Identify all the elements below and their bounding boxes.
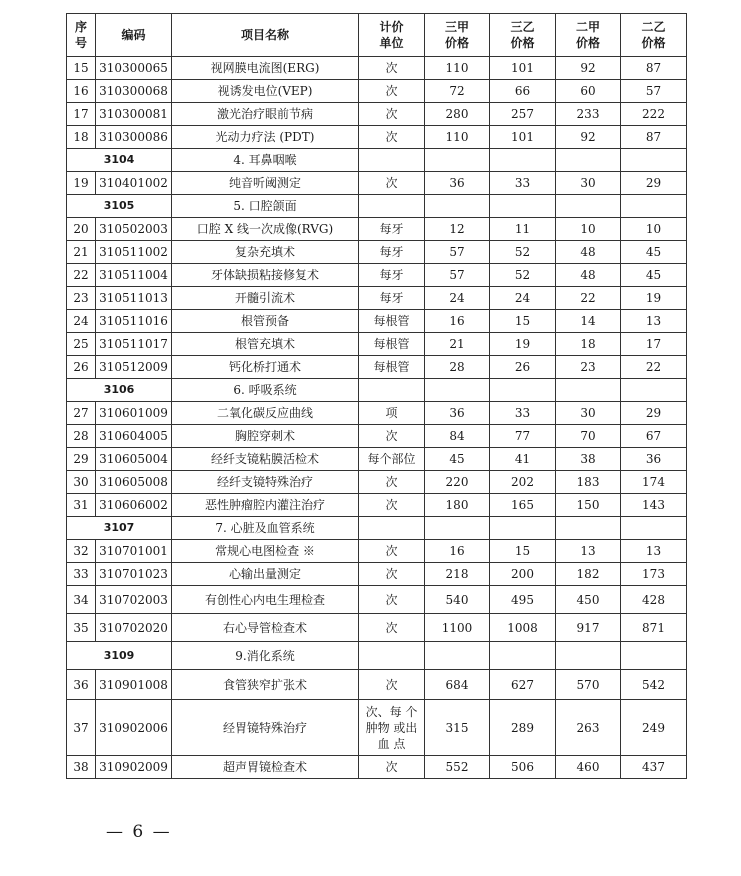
cell-seq: 36 <box>67 670 96 700</box>
cell-price-2b: 19 <box>621 287 687 310</box>
cell-price-2b: 871 <box>621 614 687 642</box>
table-row <box>67 425 687 448</box>
cell-price-2a: 460 <box>556 756 621 779</box>
cell-name: 超声胃镜检查术 <box>172 756 359 779</box>
cell-price-3a: 16 <box>425 540 490 563</box>
section-row <box>67 379 687 402</box>
cell-name: 根管充填术 <box>172 333 359 356</box>
cell-name: 心输出量测定 <box>172 563 359 586</box>
section-code: 3105 <box>67 195 172 218</box>
cell-unit: 每根管 <box>359 310 425 333</box>
cell-price-3a: 57 <box>425 241 490 264</box>
cell-seq: 31 <box>67 494 96 517</box>
cell-price-2a: 917 <box>556 614 621 642</box>
empty-cell <box>621 517 687 540</box>
table-row <box>67 57 687 80</box>
cell-name: 复杂充填术 <box>172 241 359 264</box>
cell-price-3a: 84 <box>425 425 490 448</box>
cell-name: 经纤支镜粘膜活检术 <box>172 448 359 471</box>
table-row <box>67 80 687 103</box>
table-row <box>67 356 687 379</box>
header-price-2a: 二甲 价格 <box>556 14 621 57</box>
table-row <box>67 218 687 241</box>
cell-unit: 每根管 <box>359 356 425 379</box>
cell-unit: 次 <box>359 471 425 494</box>
cell-price-2a: 150 <box>556 494 621 517</box>
cell-price-3b: 289 <box>490 700 556 756</box>
cell-price-2a: 450 <box>556 586 621 614</box>
cell-code: 310701001 <box>96 540 172 563</box>
cell-name: 牙体缺损粘接修复术 <box>172 264 359 287</box>
cell-seq: 29 <box>67 448 96 471</box>
cell-price-2b: 13 <box>621 540 687 563</box>
cell-seq: 35 <box>67 614 96 642</box>
empty-cell <box>556 149 621 172</box>
cell-price-3a: 1100 <box>425 614 490 642</box>
cell-price-2b: 29 <box>621 172 687 195</box>
empty-cell <box>621 149 687 172</box>
empty-cell <box>490 379 556 402</box>
empty-cell <box>490 642 556 670</box>
table-row <box>67 310 687 333</box>
cell-price-3a: 24 <box>425 287 490 310</box>
cell-seq: 18 <box>67 126 96 149</box>
cell-unit: 次 <box>359 126 425 149</box>
cell-price-2b: 143 <box>621 494 687 517</box>
cell-price-2b: 10 <box>621 218 687 241</box>
cell-price-2b: 67 <box>621 425 687 448</box>
cell-code: 310511013 <box>96 287 172 310</box>
empty-cell <box>359 642 425 670</box>
cell-price-3a: 57 <box>425 264 490 287</box>
table-row <box>67 471 687 494</box>
cell-unit: 次 <box>359 425 425 448</box>
cell-name: 钙化桥打通术 <box>172 356 359 379</box>
cell-price-3a: 220 <box>425 471 490 494</box>
cell-seq: 30 <box>67 471 96 494</box>
table-row <box>67 756 687 779</box>
cell-name: 右心导管检查术 <box>172 614 359 642</box>
empty-cell <box>425 517 490 540</box>
cell-price-2a: 22 <box>556 287 621 310</box>
cell-price-3b: 41 <box>490 448 556 471</box>
cell-price-3a: 36 <box>425 402 490 425</box>
header-row <box>67 14 687 57</box>
cell-seq: 17 <box>67 103 96 126</box>
cell-seq: 23 <box>67 287 96 310</box>
cell-price-3b: 33 <box>490 402 556 425</box>
section-code: 3104 <box>67 149 172 172</box>
cell-code: 310300065 <box>96 57 172 80</box>
cell-unit: 次 <box>359 103 425 126</box>
cell-price-3a: 218 <box>425 563 490 586</box>
cell-code: 310502003 <box>96 218 172 241</box>
cell-name: 激光治疗眼前节病 <box>172 103 359 126</box>
cell-price-3b: 77 <box>490 425 556 448</box>
cell-seq: 38 <box>67 756 96 779</box>
cell-price-2a: 183 <box>556 471 621 494</box>
empty-cell <box>359 379 425 402</box>
cell-price-2b: 45 <box>621 264 687 287</box>
cell-price-2a: 48 <box>556 241 621 264</box>
cell-unit: 每牙 <box>359 218 425 241</box>
cell-price-3b: 495 <box>490 586 556 614</box>
cell-name: 视诱发电位(VEP) <box>172 80 359 103</box>
cell-price-3b: 202 <box>490 471 556 494</box>
cell-price-2a: 570 <box>556 670 621 700</box>
cell-unit: 次 <box>359 670 425 700</box>
cell-price-3a: 684 <box>425 670 490 700</box>
table-row <box>67 103 687 126</box>
cell-code: 310511017 <box>96 333 172 356</box>
cell-price-2b: 222 <box>621 103 687 126</box>
cell-price-2a: 23 <box>556 356 621 379</box>
cell-name: 口腔 X 线一次成像(RVG) <box>172 218 359 241</box>
cell-name: 恶性肿瘤腔内灌注治疗 <box>172 494 359 517</box>
page-number: — 6 — <box>106 822 172 842</box>
cell-price-2a: 10 <box>556 218 621 241</box>
cell-price-3a: 110 <box>425 57 490 80</box>
cell-code: 310601009 <box>96 402 172 425</box>
empty-cell <box>425 642 490 670</box>
cell-seq: 24 <box>67 310 96 333</box>
cell-name: 纯音听阈测定 <box>172 172 359 195</box>
cell-name: 食管狭窄扩张术 <box>172 670 359 700</box>
cell-price-2b: 87 <box>621 57 687 80</box>
section-name: 6. 呼吸系统 <box>172 379 359 402</box>
table-row <box>67 700 687 756</box>
cell-unit: 次 <box>359 540 425 563</box>
cell-name: 开髓引流术 <box>172 287 359 310</box>
cell-price-2b: 29 <box>621 402 687 425</box>
cell-price-2a: 48 <box>556 264 621 287</box>
cell-seq: 22 <box>67 264 96 287</box>
cell-price-3a: 315 <box>425 700 490 756</box>
empty-cell <box>621 642 687 670</box>
cell-seq: 32 <box>67 540 96 563</box>
cell-price-2b: 17 <box>621 333 687 356</box>
cell-price-3b: 26 <box>490 356 556 379</box>
cell-price-2a: 30 <box>556 172 621 195</box>
cell-name: 经胃镜特殊治疗 <box>172 700 359 756</box>
cell-price-3b: 11 <box>490 218 556 241</box>
empty-cell <box>621 195 687 218</box>
cell-price-3a: 12 <box>425 218 490 241</box>
table-row <box>67 264 687 287</box>
header-price-2b: 二乙 价格 <box>621 14 687 57</box>
empty-cell <box>490 195 556 218</box>
cell-name: 根管预备 <box>172 310 359 333</box>
cell-price-3a: 16 <box>425 310 490 333</box>
cell-code: 310300081 <box>96 103 172 126</box>
cell-price-3a: 280 <box>425 103 490 126</box>
cell-name: 胸腔穿刺术 <box>172 425 359 448</box>
cell-price-3a: 552 <box>425 756 490 779</box>
table-row <box>67 333 687 356</box>
cell-price-2a: 70 <box>556 425 621 448</box>
cell-unit: 每牙 <box>359 264 425 287</box>
cell-code: 310901008 <box>96 670 172 700</box>
cell-price-3b: 1008 <box>490 614 556 642</box>
cell-price-3b: 101 <box>490 57 556 80</box>
cell-price-3a: 72 <box>425 80 490 103</box>
cell-price-2a: 60 <box>556 80 621 103</box>
cell-unit: 次 <box>359 57 425 80</box>
cell-code: 310701023 <box>96 563 172 586</box>
cell-price-3b: 15 <box>490 310 556 333</box>
table-row <box>67 614 687 642</box>
section-code: 3109 <box>67 642 172 670</box>
cell-price-3b: 24 <box>490 287 556 310</box>
cell-price-2a: 263 <box>556 700 621 756</box>
cell-code: 310511016 <box>96 310 172 333</box>
table-row <box>67 241 687 264</box>
cell-unit: 次 <box>359 586 425 614</box>
cell-price-2b: 174 <box>621 471 687 494</box>
cell-seq: 19 <box>67 172 96 195</box>
header-code: 编码 <box>96 14 172 57</box>
cell-price-3b: 52 <box>490 241 556 264</box>
cell-price-3a: 45 <box>425 448 490 471</box>
empty-cell <box>425 379 490 402</box>
empty-cell <box>556 642 621 670</box>
cell-name: 经纤支镜特殊治疗 <box>172 471 359 494</box>
table-row <box>67 563 687 586</box>
cell-price-3b: 101 <box>490 126 556 149</box>
section-code: 3106 <box>67 379 172 402</box>
cell-unit: 次 <box>359 756 425 779</box>
cell-name: 二氧化碳反应曲线 <box>172 402 359 425</box>
cell-unit: 次 <box>359 494 425 517</box>
cell-price-2b: 437 <box>621 756 687 779</box>
empty-cell <box>621 379 687 402</box>
cell-price-2a: 13 <box>556 540 621 563</box>
cell-name: 光动力疗法 (PDT) <box>172 126 359 149</box>
cell-unit: 次、每 个 肿物 或出 血 点 <box>359 700 425 756</box>
section-name: 5. 口腔颌面 <box>172 195 359 218</box>
cell-price-2a: 14 <box>556 310 621 333</box>
cell-seq: 15 <box>67 57 96 80</box>
empty-cell <box>556 379 621 402</box>
empty-cell <box>556 195 621 218</box>
price-table <box>66 13 687 779</box>
section-row <box>67 195 687 218</box>
cell-seq: 33 <box>67 563 96 586</box>
section-row <box>67 149 687 172</box>
cell-code: 310300068 <box>96 80 172 103</box>
cell-price-2a: 92 <box>556 126 621 149</box>
cell-seq: 34 <box>67 586 96 614</box>
section-name: 4. 耳鼻咽喉 <box>172 149 359 172</box>
cell-code: 310902009 <box>96 756 172 779</box>
cell-unit: 每根管 <box>359 333 425 356</box>
cell-price-2b: 249 <box>621 700 687 756</box>
cell-code: 310702020 <box>96 614 172 642</box>
cell-seq: 21 <box>67 241 96 264</box>
cell-price-2b: 428 <box>621 586 687 614</box>
section-name: 9.消化系统 <box>172 642 359 670</box>
cell-price-3a: 21 <box>425 333 490 356</box>
cell-price-2a: 92 <box>556 57 621 80</box>
table-row <box>67 586 687 614</box>
cell-seq: 27 <box>67 402 96 425</box>
empty-cell <box>359 195 425 218</box>
cell-code: 310401002 <box>96 172 172 195</box>
cell-seq: 16 <box>67 80 96 103</box>
cell-code: 310300086 <box>96 126 172 149</box>
section-name: 7. 心脏及血管系统 <box>172 517 359 540</box>
cell-code: 310606002 <box>96 494 172 517</box>
cell-name: 视网膜电流图(ERG) <box>172 57 359 80</box>
header-price-3b: 三乙 价格 <box>490 14 556 57</box>
cell-price-3b: 15 <box>490 540 556 563</box>
cell-price-3b: 165 <box>490 494 556 517</box>
empty-cell <box>490 517 556 540</box>
cell-price-2b: 22 <box>621 356 687 379</box>
cell-price-2a: 18 <box>556 333 621 356</box>
cell-price-3b: 19 <box>490 333 556 356</box>
cell-seq: 20 <box>67 218 96 241</box>
cell-price-3b: 506 <box>490 756 556 779</box>
cell-price-2b: 45 <box>621 241 687 264</box>
cell-price-2a: 30 <box>556 402 621 425</box>
table-row <box>67 126 687 149</box>
header-seq: 序 号 <box>67 14 96 57</box>
cell-price-2a: 182 <box>556 563 621 586</box>
cell-unit: 每牙 <box>359 287 425 310</box>
cell-seq: 25 <box>67 333 96 356</box>
cell-code: 310511004 <box>96 264 172 287</box>
cell-unit: 次 <box>359 614 425 642</box>
cell-price-2a: 38 <box>556 448 621 471</box>
empty-cell <box>359 517 425 540</box>
table-row <box>67 494 687 517</box>
cell-price-2b: 542 <box>621 670 687 700</box>
cell-price-3b: 66 <box>490 80 556 103</box>
empty-cell <box>556 517 621 540</box>
cell-price-3b: 257 <box>490 103 556 126</box>
cell-unit: 次 <box>359 563 425 586</box>
table-row <box>67 172 687 195</box>
section-row <box>67 517 687 540</box>
cell-price-2b: 57 <box>621 80 687 103</box>
cell-code: 310605008 <box>96 471 172 494</box>
table-row <box>67 448 687 471</box>
cell-unit: 次 <box>359 80 425 103</box>
cell-price-3a: 180 <box>425 494 490 517</box>
cell-unit: 每个部位 <box>359 448 425 471</box>
empty-cell <box>359 149 425 172</box>
cell-price-2b: 36 <box>621 448 687 471</box>
cell-unit: 次 <box>359 172 425 195</box>
cell-price-3b: 33 <box>490 172 556 195</box>
section-row <box>67 642 687 670</box>
table-row <box>67 670 687 700</box>
cell-name: 有创性心内电生理检查 <box>172 586 359 614</box>
cell-seq: 26 <box>67 356 96 379</box>
cell-code: 310902006 <box>96 700 172 756</box>
table-row <box>67 402 687 425</box>
header-name: 项目名称 <box>172 14 359 57</box>
cell-price-2b: 13 <box>621 310 687 333</box>
cell-unit: 项 <box>359 402 425 425</box>
cell-code: 310605004 <box>96 448 172 471</box>
cell-price-3b: 200 <box>490 563 556 586</box>
cell-price-3a: 110 <box>425 126 490 149</box>
cell-code: 310511002 <box>96 241 172 264</box>
cell-price-3a: 28 <box>425 356 490 379</box>
header-price-3a: 三甲 价格 <box>425 14 490 57</box>
cell-price-2b: 173 <box>621 563 687 586</box>
cell-code: 310702003 <box>96 586 172 614</box>
cell-name: 常规心电图检查 ※ <box>172 540 359 563</box>
table-row <box>67 540 687 563</box>
header-unit: 计价 单位 <box>359 14 425 57</box>
cell-code: 310512009 <box>96 356 172 379</box>
cell-price-3a: 36 <box>425 172 490 195</box>
cell-price-2a: 233 <box>556 103 621 126</box>
empty-cell <box>490 149 556 172</box>
cell-price-3a: 540 <box>425 586 490 614</box>
cell-seq: 37 <box>67 700 96 756</box>
cell-code: 310604005 <box>96 425 172 448</box>
cell-seq: 28 <box>67 425 96 448</box>
empty-cell <box>425 195 490 218</box>
cell-price-3b: 52 <box>490 264 556 287</box>
table-row <box>67 287 687 310</box>
empty-cell <box>425 149 490 172</box>
cell-price-3b: 627 <box>490 670 556 700</box>
cell-unit: 每牙 <box>359 241 425 264</box>
section-code: 3107 <box>67 517 172 540</box>
cell-price-2b: 87 <box>621 126 687 149</box>
